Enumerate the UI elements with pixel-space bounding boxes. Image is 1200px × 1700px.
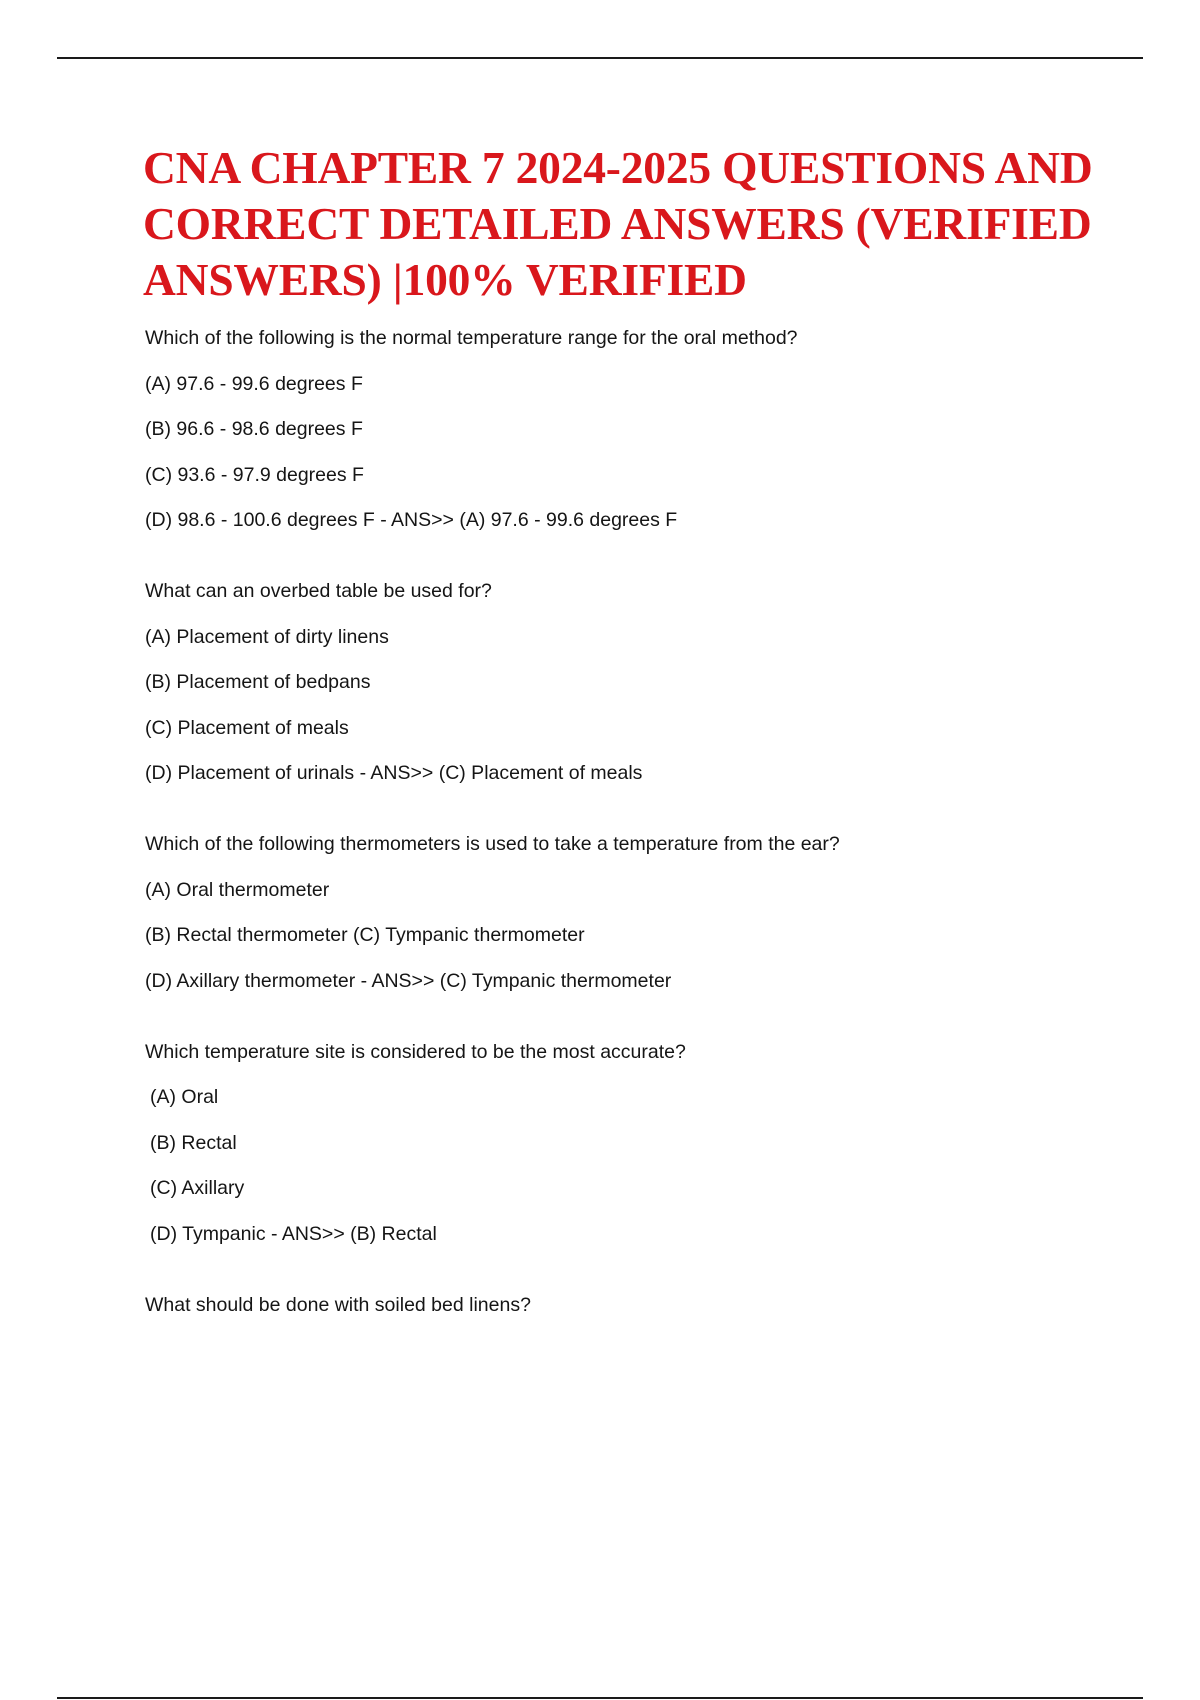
question-text: What should be done with soiled bed linens?	[145, 1293, 531, 1316]
top-rule	[57, 57, 1143, 59]
answer-option: (B) Rectal thermometer (C) Tympanic thermometer	[145, 924, 585, 946]
question-block-5	[145, 1293, 1125, 1317]
question-block-4	[145, 1040, 1125, 1246]
question-block-1	[145, 326, 1125, 532]
answer-option-with-key: (D) Tympanic - ANS>> (B) Rectal	[150, 1222, 437, 1245]
question-text: What can an overbed table be used for?	[145, 580, 492, 602]
answer-option: (A) Oral thermometer	[145, 878, 330, 901]
answer-option: (A) 97.6 - 99.6 degrees F	[145, 372, 363, 395]
answer-option: (C) 93.6 - 97.9 degrees F	[145, 463, 364, 486]
answer-option: (A) Placement of dirty linens	[145, 625, 389, 648]
bottom-rule	[57, 1697, 1143, 1699]
document-title: CNA CHAPTER 7 2024-2025 QUESTIONS AND CORRECT DETAILED ANSWERS (VERIFIED ANSWERS) |100% VERIFIED	[143, 142, 1093, 305]
answer-option: (B) 96.6 - 98.6 degrees F	[145, 418, 363, 440]
answer-option-with-key: (D) Placement of urinals - ANS>> (C) Placement of meals	[145, 762, 643, 784]
title-block	[143, 140, 1123, 308]
question-text: Which of the following is the normal temperature range for the oral method?	[145, 327, 798, 349]
question-block-2	[145, 579, 1125, 785]
answer-option: (C) Placement of meals	[145, 716, 349, 739]
answer-option: (B) Placement of bedpans	[145, 671, 371, 693]
question-block-3	[145, 832, 1125, 993]
question-text: Which temperature site is considered to be the most accurate?	[145, 1040, 686, 1063]
answer-option: (A) Oral	[150, 1086, 219, 1108]
question-text: Which of the following thermometers is used to take a temperature from the ear?	[145, 833, 840, 855]
answer-option: (B) Rectal	[150, 1131, 237, 1154]
answer-option-with-key: (D) 98.6 - 100.6 degrees F - ANS>> (A) 97.6 - 99.6 degrees F	[145, 509, 678, 531]
question-list	[145, 326, 1125, 1317]
answer-option: (C) Axillary	[150, 1177, 245, 1199]
answer-option-with-key: (D) Axillary thermometer - ANS>> (C) Tympanic thermometer	[145, 969, 672, 992]
